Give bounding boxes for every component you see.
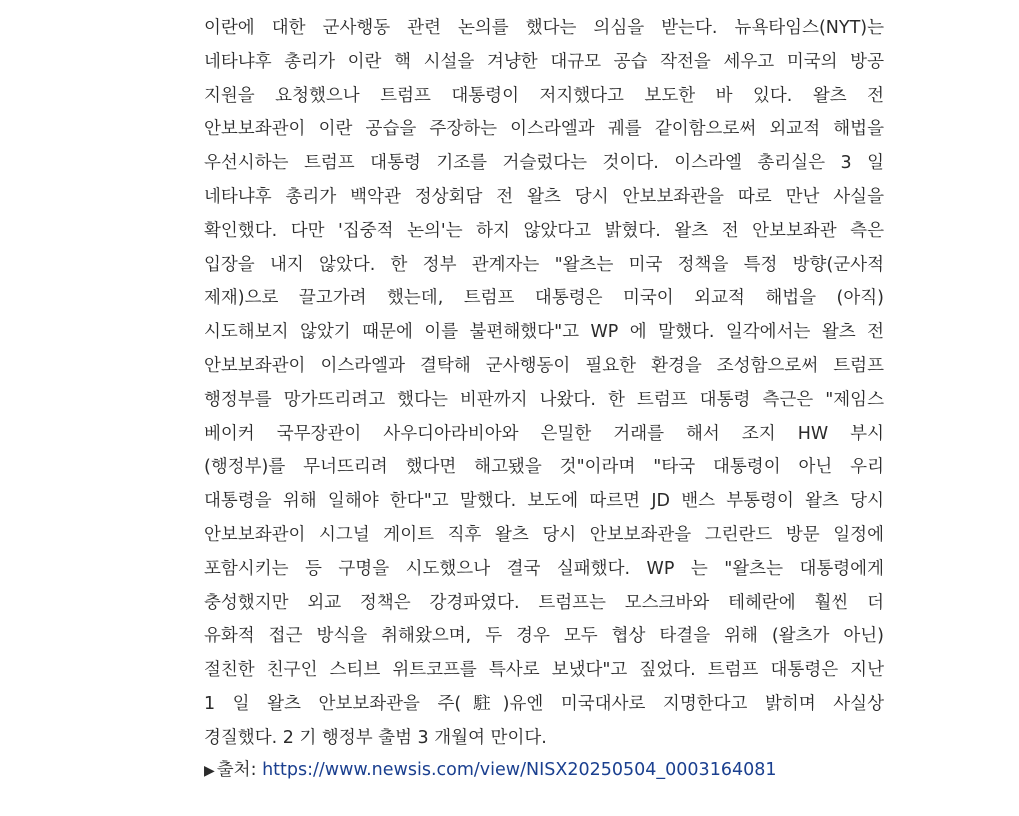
article-line: 지원을 요청했으나 트럼프 대통령이 저지했다고 보도한 바 있다. 왈츠 전 [204, 85, 884, 106]
article-line: 유화적 접근 방식을 취해왔으며, 두 경우 모두 협상 타결을 위해 (왈츠가 아닌) [204, 626, 884, 647]
play-arrow-icon: ▶ [204, 763, 215, 779]
article-line: 입장을 내지 않았다. 한 정부 관계자는 "왈츠는 미국 정책을 특정 방향(군사적 [204, 254, 884, 275]
article-line: 이란에 대한 군사행동 관련 논의를 했다는 의심을 받는다. 뉴욕타임스(NYT)는 [204, 18, 884, 38]
article-line: 시도해보지 않았기 때문에 이를 불편해했다"고 WP 에 말했다. 일각에서는 왈츠 전 [204, 322, 884, 343]
article-line: 포함시키는 등 구명을 시도했으나 결국 실패했다. WP 는 "왈츠는 대통령에게 [204, 558, 884, 579]
article-line: 제재)으로 끌고가려 했는데, 트럼프 대통령은 미국이 외교적 해법을 (아직) [204, 288, 884, 309]
source-link[interactable]: https://www.newsis.com/view/NISX20250504_0003164081 [262, 760, 777, 780]
article-body [204, 12, 884, 756]
article-line: 행정부를 망가뜨리려고 했다는 비판까지 나왔다. 한 트럼프 대통령 측근은 "제임스 [204, 389, 884, 410]
article-line: 1 일 왈츠 안보보좌관을 주(駐)유엔 미국대사로 지명한다고 밝히며 사실상 [204, 693, 884, 714]
article-line: 안보보좌관이 이란 공습을 주장하는 이스라엘과 궤를 같이함으로써 외교적 해법을 [204, 119, 884, 140]
article-line: 우선시하는 트럼프 대통령 기조를 거슬렀다는 것이다. 이스라엘 총리실은 3 일 [204, 153, 884, 174]
source-label: 출처: [216, 760, 263, 780]
article-line: 안보보좌관이 이스라엘과 결탁해 군사행동이 필요한 환경을 조성함으로써 트럼프 [204, 355, 884, 376]
article-line: 네타냐후 총리가 이란 핵 시설을 겨냥한 대규모 공습 작전을 세우고 미국의 방공 [204, 51, 884, 72]
article-line: 확인했다. 다만 '집중적 논의'는 하지 않았다고 밝혔다. 왈츠 전 안보보좌관 측은 [204, 220, 884, 241]
article-line: 충성했지만 외교 정책은 강경파였다. 트럼프는 모스크바와 테헤란에 훨씬 더 [204, 592, 884, 613]
article-line: 대통령을 위해 일해야 한다"고 말했다. 보도에 따르면 JD 밴스 부통령이 왈츠 당시 [204, 491, 884, 512]
article-line: 경질했다. 2 기 행정부 출범 3 개월여 만이다. [204, 727, 547, 748]
article-line: 안보보좌관이 시그널 게이트 직후 왈츠 당시 안보보좌관을 그린란드 방문 일정에 [204, 524, 884, 545]
article-line: 베이커 국무장관이 사우디아라비아와 은밀한 거래를 해서 조지 HW 부시 [204, 423, 884, 444]
article-line: (행정부)를 무너뜨리려 했다면 해고됐을 것"이라며 "타국 대통령이 아닌 우리 [204, 457, 884, 478]
article-line: 절친한 친구인 스티브 위트코프를 특사로 보냈다"고 짚었다. 트럼프 대통령은 지난 [204, 660, 884, 681]
source-citation [204, 754, 777, 786]
article-line: 네타냐후 총리가 백악관 정상회담 전 왈츠 당시 안보보좌관을 따로 만난 사실을 [204, 186, 884, 207]
